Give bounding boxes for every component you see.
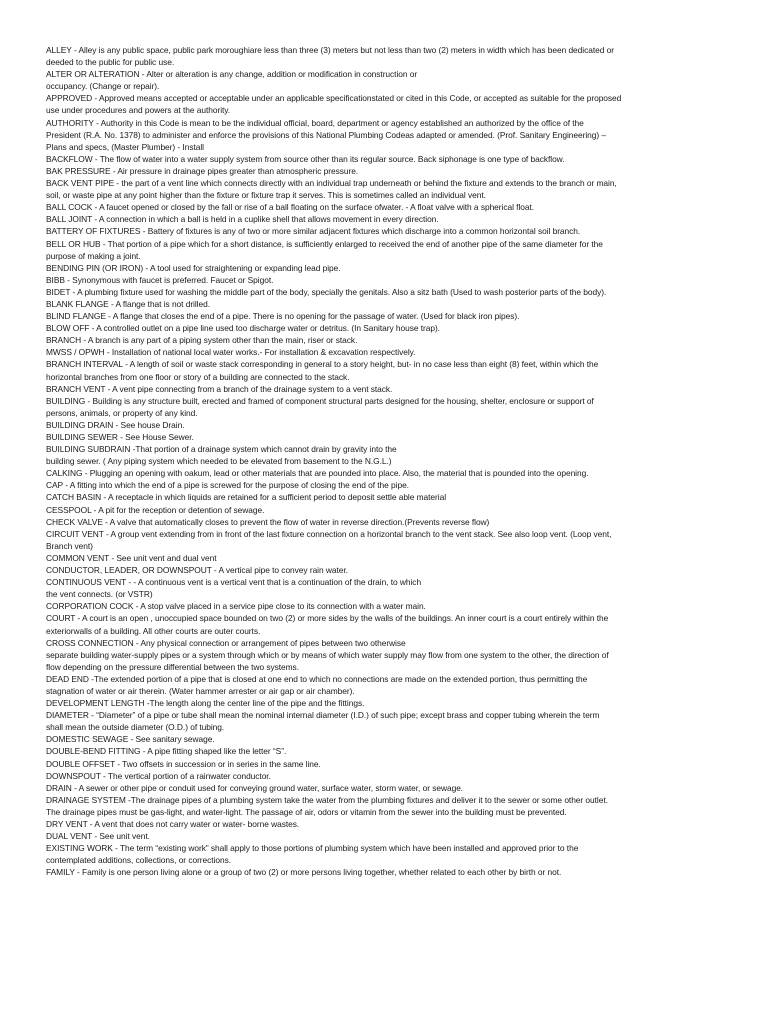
text-line: DRAINAGE SYSTEM -The drainage pipes of a plumbing system take the water from the plumbing fixtures and deliver it to the sewer or some other outlet. (46, 794, 608, 805)
text-line: BALL COCK - A faucet opened or closed by the fall or rise of a ball floating on the surface ofwater. - A float valve with a spherical float. (46, 202, 535, 213)
text-line: CORPORATION COCK - A stop valve placed in a service pipe close to its connection with a water main. (46, 601, 426, 612)
text-line: CROSS CONNECTION - Any physical connection or arrangement of pipes between two otherwise (46, 637, 406, 648)
text-line: BUILDING DRAIN - See house Drain. (46, 419, 185, 430)
text-line: CIRCUIT VENT - A group vent extending from in front of the last fixture connection on a horizontal branch to the vent stack. See also loop vent. (Loop vent, (46, 528, 612, 539)
text-line: BRANCH - A branch is any part of a piping system other than the main, riser or stack. (46, 335, 358, 346)
text-line: deeded to the public for public use. (46, 57, 175, 68)
text-line: BACK VENT PIPE - the part of a vent line which connects directly with an individual trap underneath or behind the fixture and extends to the branch or main, (46, 178, 617, 189)
text-line: Branch vent) (46, 540, 93, 551)
text-line: CHECK VALVE - A valve that automatically closes to prevent the flow of water in reverse direction.(Prevents reverse flow) (46, 516, 490, 527)
text-line: BELL OR HUB - That portion of a pipe which for a short distance, is sufficiently enlarged to received the end of another pipe of the same diameter for the (46, 238, 603, 249)
text-line: CALKING - Plugging an opening with oakum, lead or other materials that are pounded into place. Also, the material that is pounded into the opening. (46, 468, 589, 479)
text-line: DRY VENT - A vent that does not carry water or water- borne wastes. (46, 819, 300, 829)
text-line: BATTERY OF FIXTURES - Battery of fixtures is any of two or more similar adjacent fixtures which discharge into a common horizontal soil branch. (46, 226, 581, 237)
text-line: CESSPOOL - A pit for the reception or detention of sewage. (46, 504, 265, 515)
text-line: exteriorwalls of a building. All other courts are outer courts. (46, 625, 261, 636)
text-line: DRAIN - A sewer or other pipe or conduit used for conveying ground water, surface water, storm water, or sewage. (46, 782, 464, 793)
text-line: BRANCH VENT - A vent pipe connecting from a branch of the drainage system to a vent stack. (46, 383, 393, 394)
text-line: DIAMETER - “Diameter” of a pipe or tube shall mean the nominal internal diameter (I.D.) of such pipe; except brass and copper tubing wherein the term (46, 710, 600, 721)
text-line: BUILDING SUBDRAIN -That portion of a drainage system which cannot drain by gravity into the (46, 444, 397, 455)
text-line: The drainage pipes must be gas-light, and water-light. The passage of air, odors or vitamin from the sewer into the building must be prevented. (46, 806, 567, 817)
text-line: DEVELOPMENT LENGTH -The length along the center line of the pipe and the fittings. (46, 698, 365, 709)
text-line: BIBB - Synonymous with faucet is preferred. Faucet or Spigot. (46, 274, 274, 285)
text-line: BALL JOINT - A connection in which a ball is held in a cuplike shell that allows movement in every direction. (46, 214, 439, 225)
text-line: MWSS / OPWH - Installation of national local water works.- For installation & excavation respectively. (46, 347, 416, 358)
glossary-text (46, 44, 728, 878)
text-line: DOUBLE-BEND FITTING - A pipe fitting shaped like the letter “S”. (46, 746, 287, 757)
text-line: the vent connects. (or VSTR) (46, 589, 153, 600)
text-line: BENDING PIN (OR IRON) - A tool used for straightening or expanding lead pipe. (46, 262, 341, 273)
text-line: ALLEY - Alley is any public space, public park moroughiare less than three (3) meters but not less than two (2) meters in width which has been dedicated or (46, 45, 614, 55)
text-line: DUAL VENT - See unit vent. (46, 831, 150, 842)
text-line: BLOW OFF - A controlled outlet on a pipe line used too discharge water or detritus. (In Sanitary house trap). (46, 323, 440, 334)
text-line: BIDET - A plumbing fixture used for washing the middle part of the body, specially the genitals. Also a sitz bath (Used to wash posterior parts of the body). (46, 286, 607, 297)
text-line: DOMESTIC SEWAGE - See sanitary sewage. (46, 734, 215, 745)
text-line: DOWNSPOUT - The vertical portion of a rainwater conductor. (46, 770, 271, 781)
text-line: stagnation of water or air therein. (Water hammer arrester or air gap or air chamber). (46, 685, 355, 696)
text-line: BUILDING SEWER - See House Sewer. (46, 432, 194, 442)
text-line: BRANCH INTERVAL - A length of soil or waste stack corresponding in general to a story height, but- in no case less than eight (8) feet, within which the (46, 359, 599, 370)
text-line: APPROVED - Approved means accepted or acceptable under an applicable specificationstated or cited in this Code, or accepted as suitable for the proposed (46, 93, 622, 104)
text-line: occupancy. (Change or repair). (46, 81, 160, 92)
text-line: COMMON VENT - See unit vent and dual vent (46, 552, 217, 563)
text-line: soil, or waste pipe at any point higher than the fixture or fixture trap it serves. This is sometimes called an individual vent. (46, 190, 486, 201)
text-line: horizontal branches from one floor or story of a building are connected to the stack. (46, 371, 350, 382)
text-line: DOUBLE OFFSET - Two offsets in succession or in series in the same line. (46, 758, 321, 769)
text-line: BACKFLOW - The flow of water into a water supply system from source other than its regular source. Back siphonage is one type of backflow. (46, 153, 565, 164)
text-line: Plans and specs, (Master Plumber) - Install (46, 141, 204, 152)
text-line: CONDUCTOR, LEADER, OR DOWNSPOUT - A vertical pipe to convey rain water. (46, 565, 348, 576)
text-line: CAP - A fitting into which the end of a pipe is screwed for the purpose of closing the end of the pipe. (46, 480, 409, 491)
text-line: COURT - A court is an open , unoccupied space bounded on two (2) or more sides by the walls of the buildings. An inner court is a court entirely within the (46, 613, 609, 624)
text-line: CONTINUOUS VENT - - A continuous vent is a vertical vent that is a continuation of the drain, to which (46, 577, 422, 588)
text-line: BLANK FLANGE - A flange that is not drilled. (46, 298, 210, 309)
text-line: use under procedures and powers at the authority. (46, 105, 231, 116)
text-line: building sewer. ( Any piping system which needed to be elevated from basement to the N.G.L.) (46, 456, 392, 467)
text-line: EXISTING WORK - The term “existing work” shall apply to those portions of plumbing system which have been installed and approved prior to the (46, 843, 579, 854)
text-line: DEAD END -The extended portion of a pipe that is closed at one end to which no connections are made on the extended portion, thus permitting the (46, 673, 588, 684)
text-line: contemplated additions, collections, or corrections. (46, 855, 232, 866)
text-line: shall mean the outside diameter (O.D.) of tubing. (46, 722, 225, 733)
text-line: BAK PRESSURE - Air pressure in drainage pipes greater than atmospheric pressure. (46, 165, 359, 176)
text-line: persons, animals, or property of any kind. (46, 407, 198, 418)
text-line: flow depending on the pressure differential between the two systems. (46, 661, 299, 672)
text-line: FAMILY - Family is one person living alone or a group of two (2) or more persons living together, whether related to each other by birth or not. (46, 867, 562, 878)
text-line: separate building water-supply pipes or a system through which or by means of which water supply may flow from one system to the other, the direction of (46, 649, 609, 660)
text-line: BUILDING - Building is any structure built, erected and framed of component structural parts designed for the housing, shelter, enclosure or support of (46, 395, 594, 406)
text-line: AUTHORITY - Authority in this Code is mean to be the individual official, board, department or agency established an authorized by the office of the (46, 117, 584, 128)
text-line: CATCH BASIN - A receptacle in which liquids are retained for a sufficient period to deposit settle able material (46, 492, 447, 503)
text-line: President (R.A. No. 1378) to administer and enforce the provisions of this National Plumbing Codeas adapted or amended. (Prof. Sanitary Engineering) – (46, 129, 606, 140)
text-line: BLIND FLANGE - A flange that closes the end of a pipe. There is no opening for the passage of water. (Used for black iron pipes). (46, 311, 520, 322)
text-line: purpose of making a joint. (46, 250, 141, 261)
text-line: ALTER OR ALTERATION - Alter or alteration is any change, addition or modification in construction or (46, 69, 418, 80)
